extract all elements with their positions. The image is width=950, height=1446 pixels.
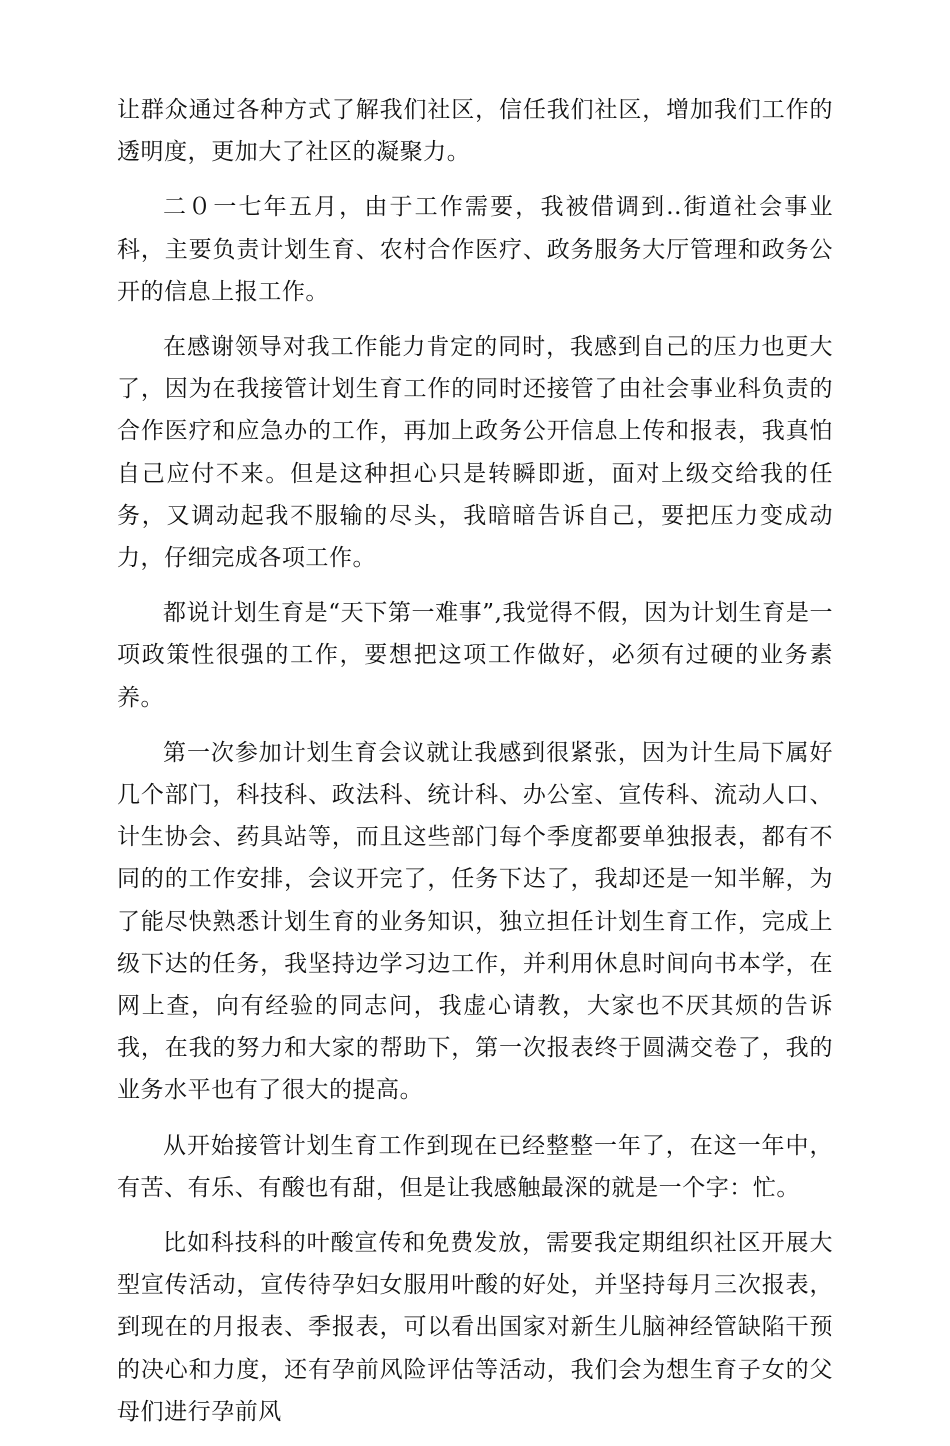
document-page [117,89,833,1446]
paragraph-continued: 让群众通过各种方式了解我们社区，信任我们社区，增加我们工作的透明度，更加大了社区的凝聚力。 [117,97,833,166]
paragraph-one-year: 从开始接管计划生育工作到现在已经整整一年了，在这一年中，有苦、有乐、有酸也有甜，但是让我感触最深的就是一个字：忙。 [117,1132,833,1201]
paragraph-difficulty: 都说计划生育是“天下第一难事”,我觉得不假，因为计划生育是一项政策性很强的工作，要想把这项工作做好，必须有过硬的业务素养。 [117,600,833,711]
paragraph-first-meeting: 第一次参加计划生育会议就让我感到很紧张，因为计生局下属好几个部门，科技科、政法科、统计科、办公室、宣传科、流动人口、计生协会、药具站等，而且这些部门每个季度都要单独报表，都有不同的的工作安排，会议开完了，任务下达了，我却还是一知半解，为了能尽快熟悉计划生育的业务知识，独立担任计划生育工作，完成上级下达的任务，我坚持边学习边工作，并利用休息时间向书本学，在网上查，向有经验的同志问，我虚心请教，大家也不厌其烦的告诉我，在我的努力和大家的帮助下，第一次报表终于圆满交卷了，我的业务水平也有了很大的提高。 [117,739,833,1104]
paragraph-transfer: 二０一七年五月，由于工作需要，我被借调到..街道社会事业科，主要负责计划生育、农村合作医疗、政务服务大厅管理和政务公开的信息上报工作。 [117,194,833,305]
paragraph-folic-acid: 比如科技科的叶酸宣传和免费发放，需要我定期组织社区开展大型宣传活动，宣传待孕妇女服用叶酸的好处，并坚持每月三次报表，到现在的月报表、季报表，可以看出国家对新生儿脑神经管缺陷干预的决心和力度，还有孕前风险评估等活动，我们会为想生育子女的父母们进行孕前风 [117,1230,833,1425]
paragraph-pressure: 在感谢领导对我工作能力肯定的同时，我感到自己的压力也更大了，因为在我接管计划生育工作的同时还接管了由社会事业科负责的合作医疗和应急办的工作，再加上政务公开信息上传和报表，我真怕自己应付不来。但是这种担心只是转瞬即逝，面对上级交给我的任务，又调动起我不服输的尽头，我暗暗告诉自己，要把压力变成动力，仔细完成各项工作。 [117,334,833,572]
